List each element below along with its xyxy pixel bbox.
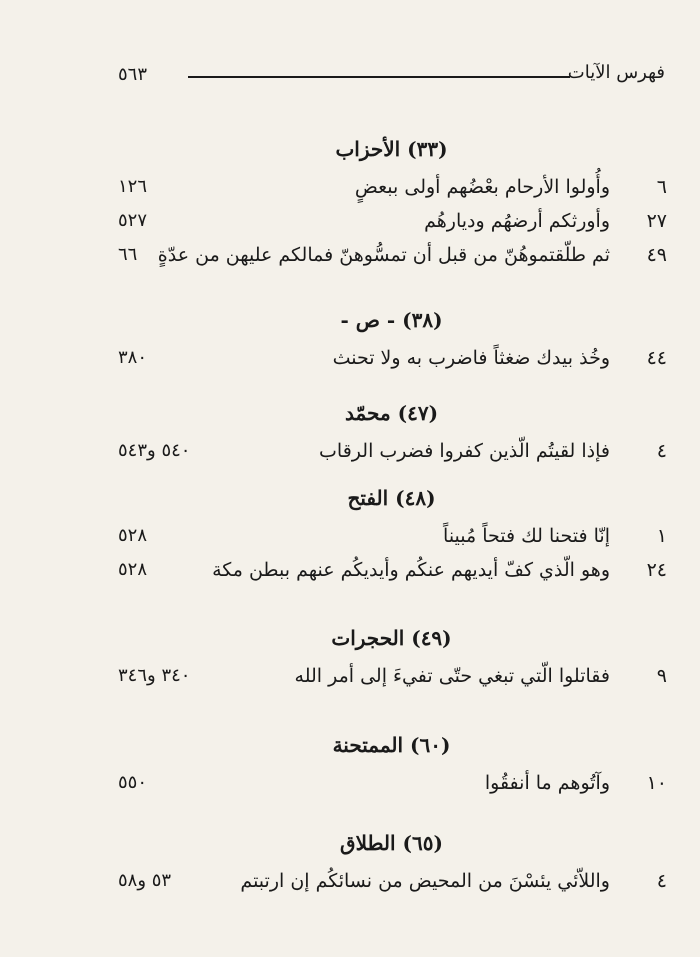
verse-text: وأُولوا الأرحام بعْضُهم أولى ببعضٍ bbox=[354, 176, 610, 198]
verse-text: وآتُوهم ما أنفقُوا bbox=[484, 772, 610, 794]
verse-number: ٤٤ bbox=[646, 347, 667, 369]
verse-number: ٢٧ bbox=[646, 210, 667, 232]
verse-number: ٦ bbox=[656, 176, 667, 198]
verse-number: ١ bbox=[656, 525, 667, 547]
verse-text: فقاتلوا الّتي تبغي حتّى تفيءَ إلى أمر الله bbox=[294, 665, 610, 687]
surah-section-fath bbox=[118, 483, 665, 587]
verse-text: ثم طلّقتموهُنّ من قبل أن تمسُّوهنّ فمالكم عليهن من عدّةٍ bbox=[157, 244, 610, 266]
verse-number: ٤ bbox=[656, 870, 667, 892]
surah-section-muhammad bbox=[118, 398, 665, 468]
surah-title: (٣٣) الأحزاب bbox=[335, 137, 448, 161]
page-number: ٥٦٣ bbox=[118, 64, 148, 85]
verse-entry bbox=[118, 434, 665, 468]
surah-title: (٦٠) الممتحنة bbox=[332, 733, 451, 757]
verse-entry bbox=[118, 766, 665, 800]
verse-text: فإذا لقيتُم الّذين كفروا فضرب الرقاب bbox=[319, 440, 610, 462]
page-references: ٥٢٨ bbox=[118, 525, 148, 546]
surah-section-hujurat bbox=[118, 623, 665, 693]
verse-entry bbox=[118, 519, 665, 553]
surah-section-sad bbox=[118, 305, 665, 375]
verse-entry bbox=[118, 553, 665, 587]
page-header bbox=[118, 62, 665, 86]
page-references: ٥٤٠ و٥٤٣ bbox=[118, 440, 191, 461]
surah-title: (٣٨) - ص - bbox=[340, 308, 443, 332]
verse-entry bbox=[118, 204, 665, 238]
verse-text: واللاّئي يئسْنَ من المحيض من نسائكُم إن ارتبتم bbox=[240, 870, 610, 892]
verse-number: ٢٤ bbox=[646, 559, 667, 581]
page-references: ٥٥٠ bbox=[118, 772, 148, 793]
surah-section-talaq bbox=[118, 828, 665, 898]
verse-entry bbox=[118, 170, 665, 204]
verse-number: ٤ bbox=[656, 440, 667, 462]
surah-section-mumtahanah bbox=[118, 730, 665, 800]
verse-number: ٩ bbox=[656, 665, 667, 687]
verse-text: وأورثكم أرضهُم وديارهُم bbox=[424, 210, 610, 232]
page-references: ١٢٦ bbox=[118, 176, 148, 197]
page-references: ٣٨٠ bbox=[118, 347, 148, 368]
surah-title: (٤٩) الحجرات bbox=[331, 626, 452, 650]
page-references: ٣٤٠ و٣٤٦ bbox=[118, 665, 191, 686]
verse-entry bbox=[118, 659, 665, 693]
surah-title: (٤٨) الفتح bbox=[347, 486, 436, 510]
verse-entry bbox=[118, 864, 665, 898]
verse-text: وهو الّذي كفّ أيديهم عنكُم وأيديكُم عنهم ببطن مكة bbox=[212, 559, 610, 581]
verse-entry bbox=[118, 238, 665, 272]
page-references: ٥٣ و٥٨ bbox=[118, 870, 172, 891]
page-references: ٥٢٨ bbox=[118, 559, 148, 580]
verse-text: إنّا فتحنا لك فتحاً مُبيناً bbox=[443, 525, 610, 547]
running-title: فهرس الآيات bbox=[567, 62, 665, 83]
header-rule bbox=[188, 76, 570, 78]
verse-number: ٤٩ bbox=[646, 244, 667, 266]
page-references: ٦٦ bbox=[118, 244, 138, 265]
verse-text: وخُذ بيدك ضغثاً فاضرب به ولا تحنث bbox=[332, 347, 610, 369]
surah-title: (٤٧) محمّد bbox=[344, 401, 439, 425]
verse-number: ١٠ bbox=[646, 772, 667, 794]
page-references: ٥٢٧ bbox=[118, 210, 148, 231]
surah-section-ahzab bbox=[118, 134, 665, 272]
verse-entry bbox=[118, 341, 665, 375]
surah-title: (٦٥) الطلاق bbox=[340, 831, 443, 855]
